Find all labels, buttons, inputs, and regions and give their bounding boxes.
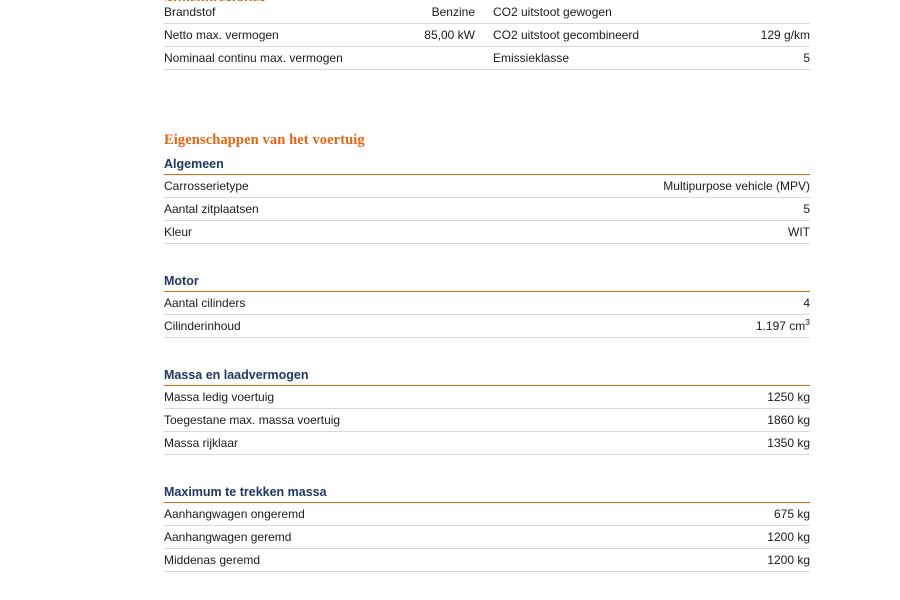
row-label: Kleur	[164, 221, 417, 244]
row-value: 1350 kg	[684, 432, 810, 455]
row-value-text: 1.197 cm	[755, 319, 806, 333]
row-label: Toegestane max. massa voertuig	[164, 409, 684, 432]
table-motor	[164, 291, 810, 338]
table-massa-en-laadvermogen	[164, 385, 810, 455]
row-label: Massa rijklaar	[164, 432, 684, 455]
row-label: Netto max. vermogen	[164, 24, 363, 47]
unit-exponent: 3	[805, 317, 810, 327]
row-value	[552, 315, 810, 338]
subheading-massa-en-laadvermogen: Massa en laadvermogen	[164, 368, 309, 382]
row-label: Massa ledig voertuig	[164, 386, 684, 409]
subheading-algemeen: Algemeen	[164, 157, 224, 171]
table-row	[164, 503, 810, 526]
table-row	[164, 24, 810, 47]
row-label: Brandstof	[164, 1, 363, 24]
table-row	[164, 526, 810, 549]
row-value: 1200 kg	[660, 549, 810, 572]
row-label: Carrosserietype	[164, 175, 417, 198]
spacer	[164, 149, 810, 157]
row-label: Emissieklasse	[479, 47, 702, 70]
table-row	[164, 549, 810, 572]
row-value: 1860 kg	[684, 409, 810, 432]
row-value	[702, 1, 810, 24]
row-value: 1200 kg	[660, 526, 810, 549]
table-row	[164, 409, 810, 432]
row-label: Aantal zitplaatsen	[164, 198, 417, 221]
table-maximum-te-trekken-massa	[164, 502, 810, 572]
row-value: Benzine	[363, 1, 479, 24]
row-value: 85,00 kW	[363, 24, 479, 47]
table-row	[164, 386, 810, 409]
row-value: Multipurpose vehicle (MPV)	[417, 175, 810, 198]
table-row	[164, 198, 810, 221]
table-row	[164, 175, 810, 198]
row-label: CO2 uitstoot gecombineerd	[479, 24, 702, 47]
row-label: CO2 uitstoot gewogen	[479, 1, 702, 24]
table-algemeen	[164, 174, 810, 244]
table-row	[164, 1, 810, 24]
spacer	[164, 455, 810, 485]
row-label: Aantal cilinders	[164, 292, 552, 315]
subheading-maximum-te-trekken-massa: Maximum te trekken massa	[164, 485, 327, 499]
row-label: Nominaal continu max. vermogen	[164, 47, 363, 70]
table-milieuprestaties	[164, 1, 810, 70]
table-row	[164, 47, 810, 70]
spacer	[164, 338, 810, 368]
row-label: Aanhangwagen geremd	[164, 526, 660, 549]
row-value: 129 g/km	[702, 24, 810, 47]
row-value	[363, 47, 479, 70]
row-value: 5	[702, 47, 810, 70]
row-label: Cilinderinhoud	[164, 315, 552, 338]
table-row	[164, 315, 810, 338]
row-value: WIT	[417, 221, 810, 244]
row-value: 675 kg	[660, 503, 810, 526]
spacer	[164, 244, 810, 274]
row-value: 1250 kg	[684, 386, 810, 409]
row-value: 4	[552, 292, 810, 315]
table-row	[164, 221, 810, 244]
row-label: Middenas geremd	[164, 549, 660, 572]
section-title-eigenschappen: Eigenschappen van het voertuig	[164, 132, 365, 148]
row-label: Aanhangwagen ongeremd	[164, 503, 660, 526]
table-row	[164, 292, 810, 315]
document-content	[164, 0, 810, 572]
table-row	[164, 432, 810, 455]
subheading-motor: Motor	[164, 274, 199, 288]
spacer	[164, 70, 810, 132]
row-value: 5	[417, 198, 810, 221]
